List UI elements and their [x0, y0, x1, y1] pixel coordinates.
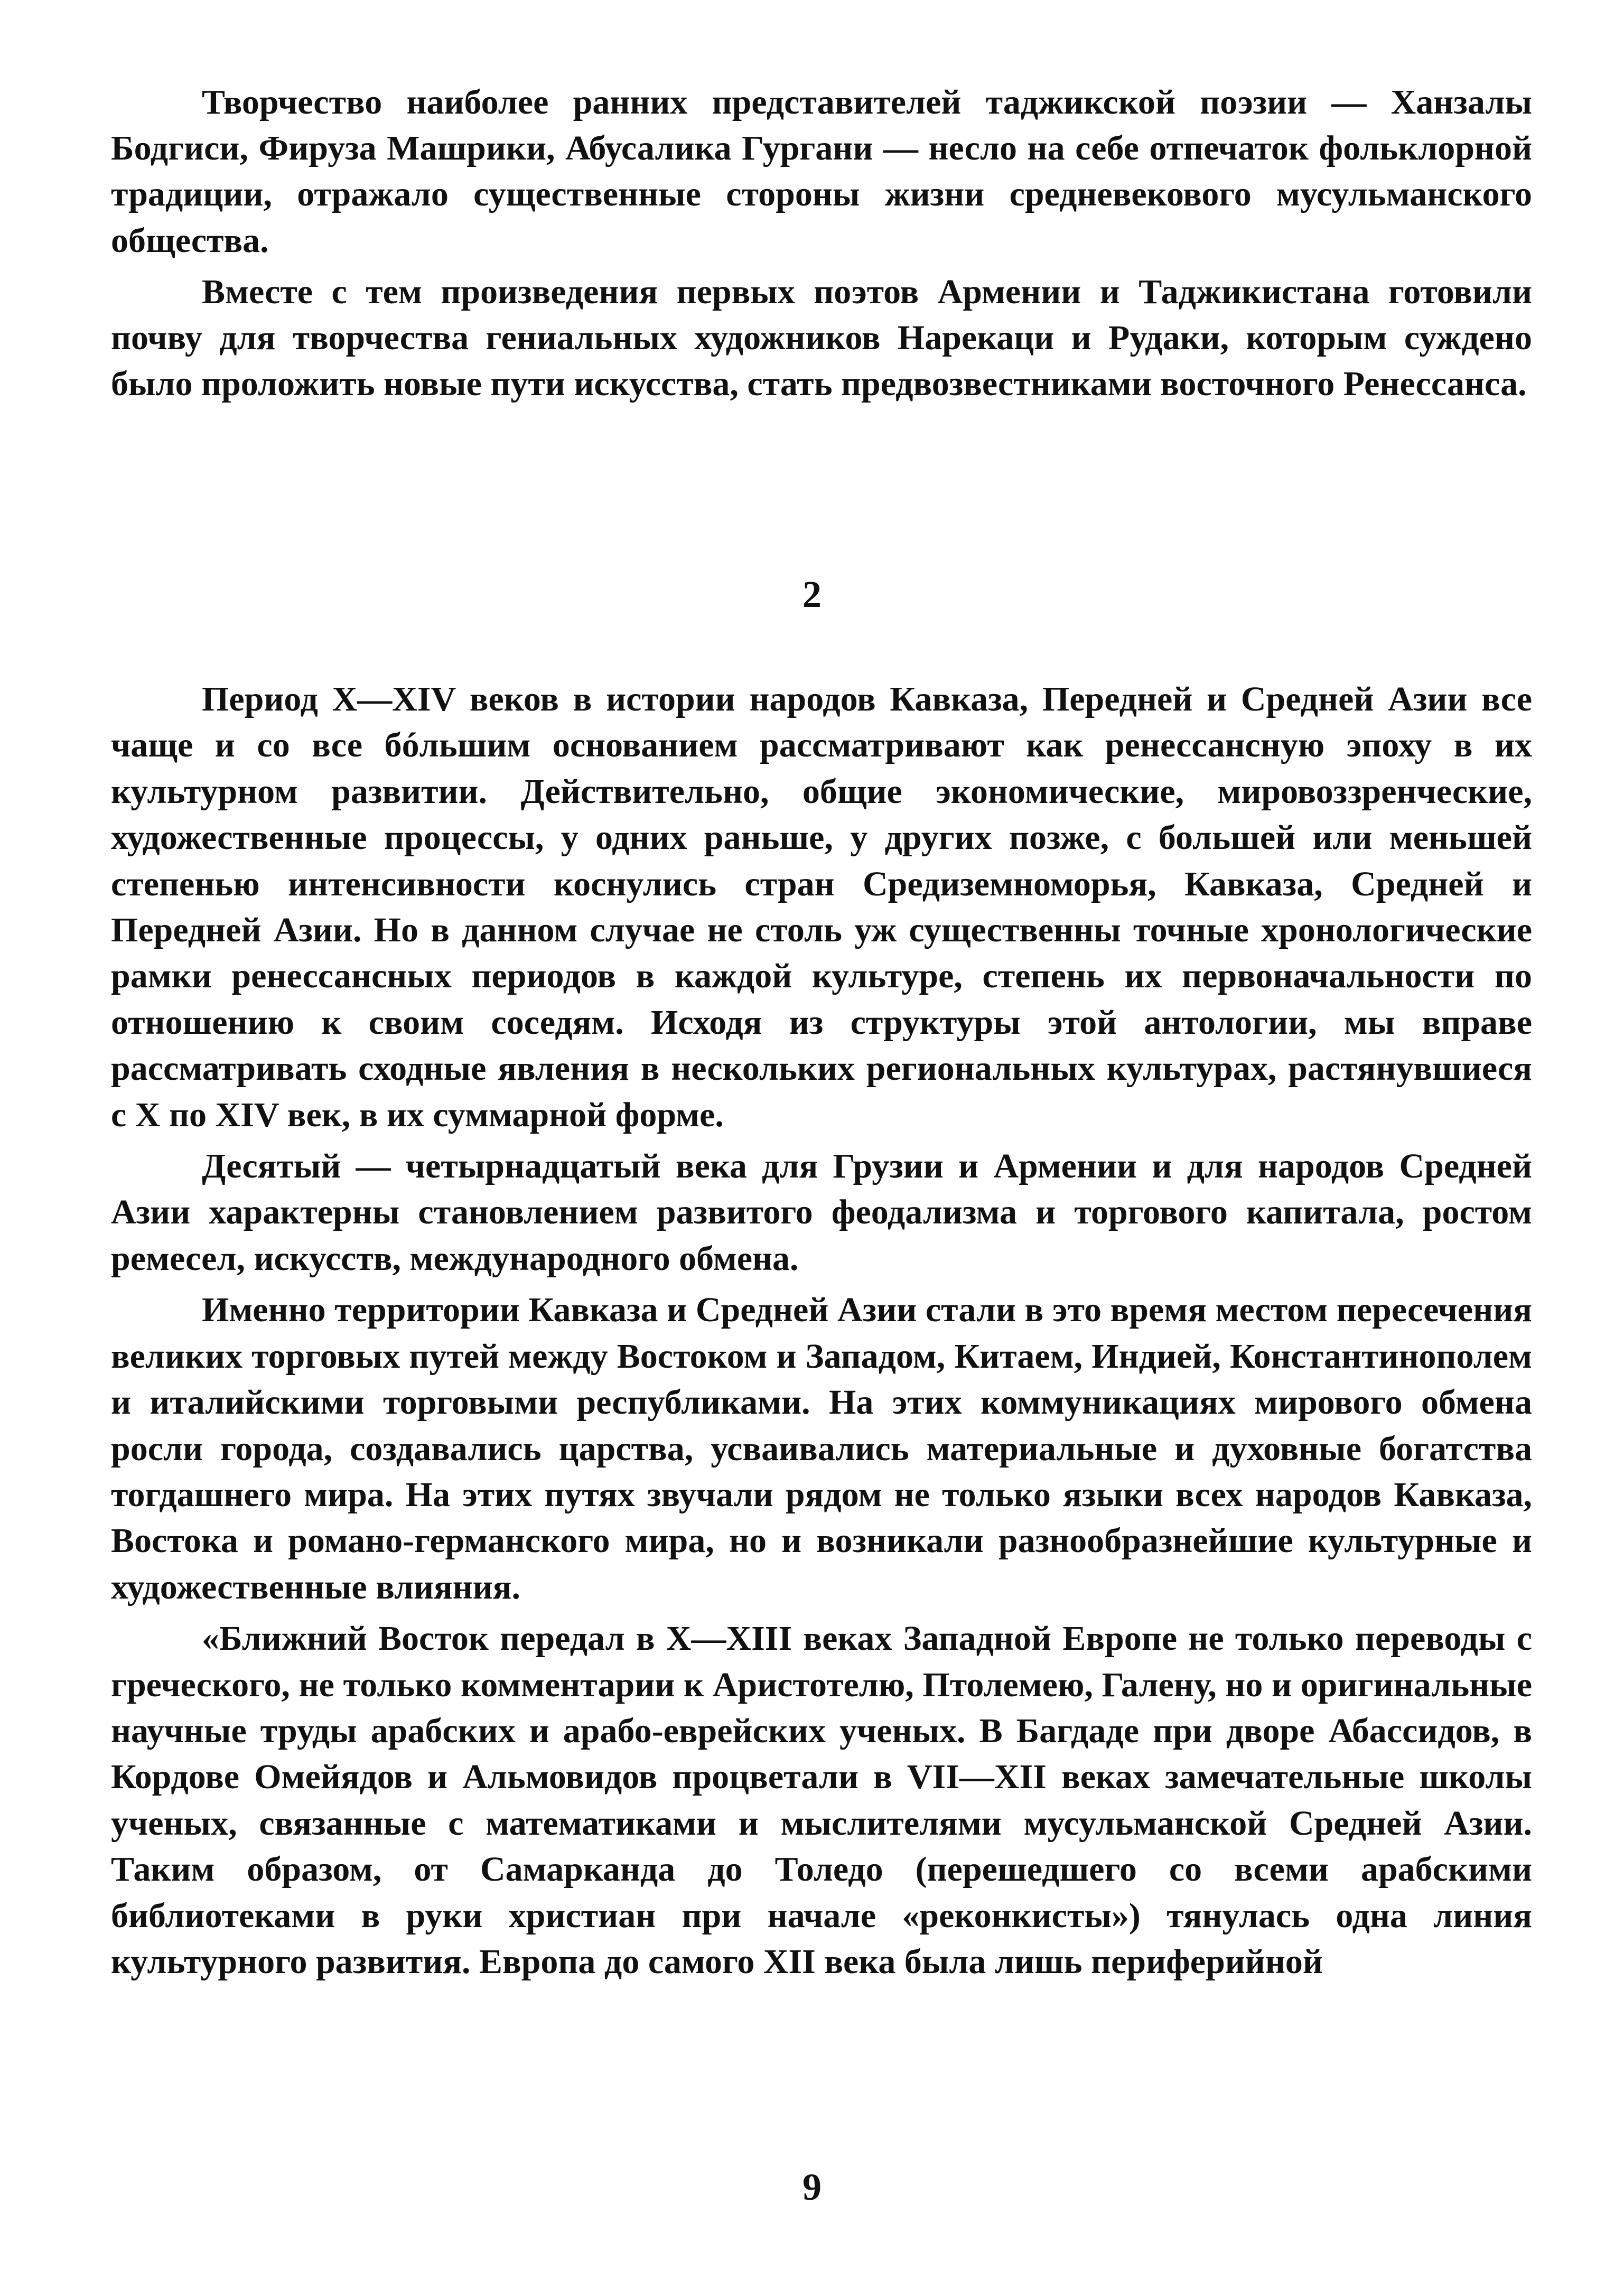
intro-text: [111, 79, 1532, 407]
section-paragraph-3: Именно территории Кавказа и Средней Азии стали в это время местом пересечения великих торговых путей между Востоком и Западом, Китаем, Индией, Константинополем и италийскими торговыми республиками. На этих коммуникациях мирового обмена росли города, создавались царства, усваивались материальные и духовные богатства тогдашнего мира. На этих путях звучали рядом не только языки всех народов Кавказа, Востока и романо-германского мира, но и возникали разнообразнейшие культурные и художественные влияния.: [111, 1291, 1532, 1606]
page-number: 9: [802, 2166, 822, 2208]
section-number: 2: [802, 573, 822, 615]
intro-paragraph-1: Творчество наиболее ранних представителей таджикской поэзии — Ханзалы Бодгиси, Фируза Машрики, Абусалика Гургани — несло на себе отпечаток фольклорной традиции, отражало существенные стороны жизни средневекового мусульманского общества.: [111, 83, 1532, 260]
section-paragraph-2: Десятый — четырнадцатый века для Грузии и Армении и для народов Средней Азии характерны становлением развитого феодализма и торгового капитала, ростом ремесел, искусств, международного обмена.: [111, 1147, 1532, 1278]
intro-paragraph-2: Вместе с тем произведения первых поэтов Армении и Таджикистана готовили почву для творчества гениальных художников Нарекаци и Рудаки, которым суждено было проложить новые пути искусства, стать предвозвестниками восточного Ренессанса.: [111, 272, 1532, 404]
section-text: [111, 676, 1532, 1985]
section-paragraph-4: «Ближний Восток передал в X—XIII веках Западной Европе не только переводы с греческого, не только комментарии к Аристотелю, Птолемею, Галену, но и оригинальные научные труды арабских и арабо-еврейских ученых. В Багдаде при дворе Абассидов, в Кордове Омейядов и Альмовидов процветали в VII—XII веках замечательные школы ученых, связанные с математиками и мыслителями мусульманской Средней Азии. Таким образом, от Самарканда до Толедо (перешедшего со всеми арабскими библиотеками в руки христиан при начале «реконкисты») тянулась одна линия культурного развития. Европа до самого XII века была лишь периферийной: [111, 1619, 1532, 1981]
section-paragraph-1: Период X—XIV веков в истории народов Кавказа, Передней и Средней Азии все чаще и со все бóльшим основанием рассматривают как ренессансную эпоху в их культурном развитии. Действительно, общие экономические, мировоззренческие, художественные процессы, у одних раньше, у других позже, с большей или меньшей степенью интенсивности коснулись стран Средиземноморья, Кавказа, Средней и Передней Азии. Но в данном случае не столь уж существенны точные хронологические рамки ренессансных периодов в каждой культуре, степень их первоначальности по отношению к своим соседям. Исходя из структуры этой антологии, мы вправе рассматривать сходные явления в нескольких региональных культурах, растянувшиеся с X по XIV век, в их суммарной форме.: [111, 680, 1532, 1134]
